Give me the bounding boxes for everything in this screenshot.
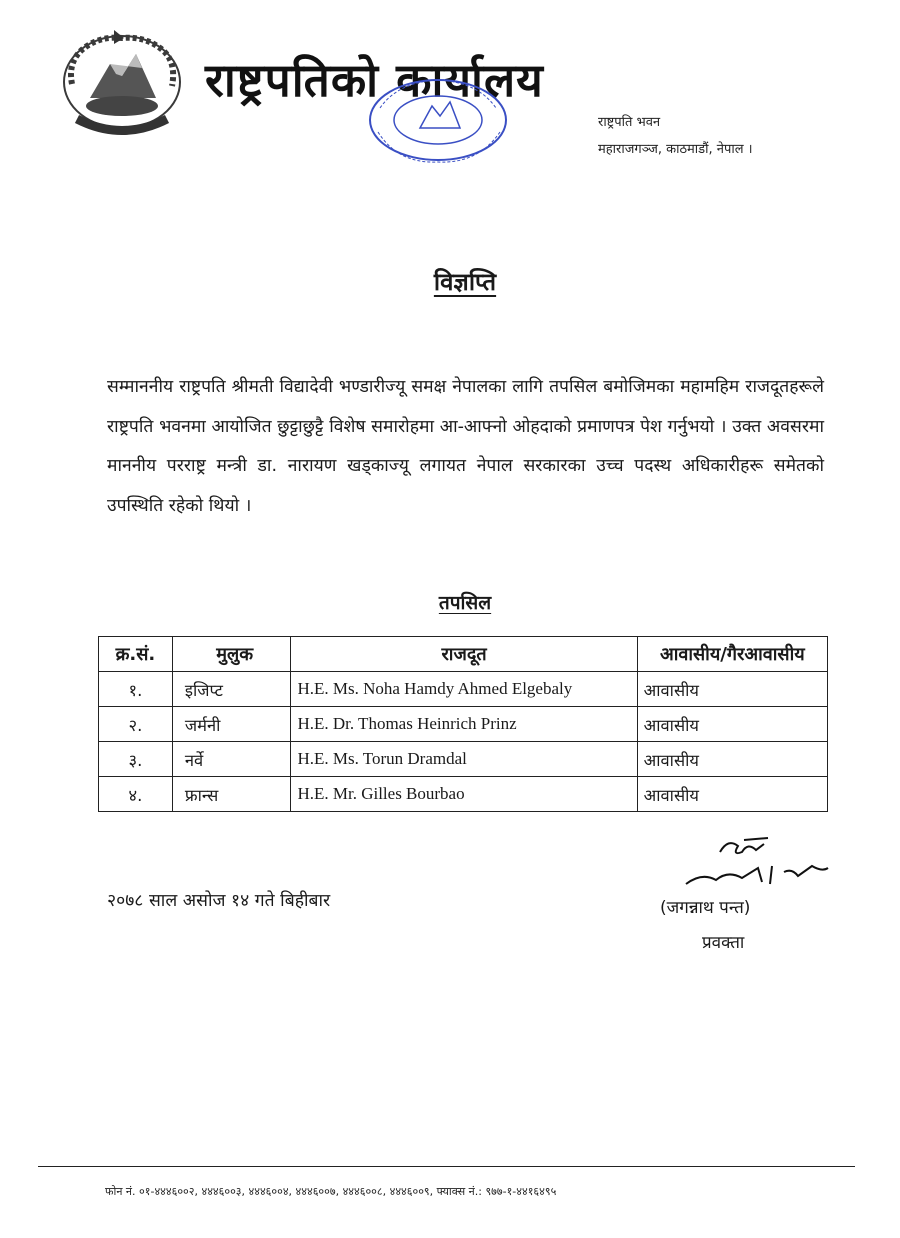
release-date: २०७८ साल असोज १४ गते बिहीबार	[107, 891, 331, 911]
table-row	[99, 707, 828, 742]
row-residency: आवासीय	[637, 777, 827, 812]
row-country: नर्वे	[172, 742, 291, 777]
row-ambassador: H.E. Ms. Noha Hamdy Ahmed Elgebaly	[291, 672, 637, 707]
row-residency: आवासीय	[637, 707, 827, 742]
row-ambassador: H.E. Ms. Torun Dramdal	[291, 742, 637, 777]
table-header-row	[99, 637, 828, 672]
signature-icon	[672, 832, 842, 896]
header-residency: आवासीय/गैरआवासीय	[637, 637, 827, 672]
address-line-2: महाराजगञ्ज, काठमाडौं, नेपाल ।	[598, 142, 753, 157]
row-ambassador: H.E. Dr. Thomas Heinrich Prinz	[291, 707, 637, 742]
row-residency: आवासीय	[637, 672, 827, 707]
row-sn: २.	[99, 707, 173, 742]
table-row	[99, 777, 828, 812]
schedule-title: तपसिल	[438, 592, 492, 614]
row-country: जर्मनी	[172, 707, 291, 742]
footer-divider	[38, 1166, 855, 1167]
address-line-1: राष्ट्रपति भवन	[598, 115, 661, 130]
header-country: मुलुक	[172, 637, 291, 672]
notice-title: विज्ञप्ति	[433, 268, 497, 296]
ambassador-table	[98, 636, 828, 812]
row-sn: ३.	[99, 742, 173, 777]
table-row	[99, 672, 828, 707]
spokesman-name: (जगन्नाथ पन्त)	[660, 898, 751, 918]
row-sn: ४.	[99, 777, 173, 812]
row-country: इजिप्ट	[172, 672, 291, 707]
office-stamp-icon	[358, 72, 518, 172]
notice-body: सम्माननीय राष्ट्रपति श्रीमती विद्यादेवी भण्डारीज्यू समक्ष नेपालका लागि तपसिल बमोजिमका महामहिम राजदूतहरूले राष्ट्रपति भवनमा आयोजित छुट्टाछुट्टै विशेष समारोहमा आ-आफ्नो ओहदाको प्रमाणपत्र पेश गर्नुभयो । उक्त अवसरमा माननीय परराष्ट्र मन्त्री डा. नारायण खड्काज्यू लगायत नेपाल सरकारका उच्च पदस्थ अधिकारीहरू समेतको उपस्थिति रहेको थियो ।	[107, 377, 824, 516]
row-sn: १.	[99, 672, 173, 707]
row-ambassador: H.E. Mr. Gilles Bourbao	[291, 777, 637, 812]
footer-contact: फोन नं. ०१-४४४६००२, ४४४६००३, ४४४६००४, ४४४६००७, ४४४६००८, ४४४६००९, फ्याक्स नं.: ९७७-१-४४१६४९५	[105, 1185, 557, 1198]
row-residency: आवासीय	[637, 742, 827, 777]
header-ambassador: राजदूत	[291, 637, 637, 672]
table-row	[99, 742, 828, 777]
row-country: फ्रान्स	[172, 777, 291, 812]
spokesman-title: प्रवक्ता	[702, 933, 745, 953]
header-sn: क्र.सं.	[99, 637, 173, 672]
nepal-emblem-icon	[52, 24, 192, 144]
office-title: राष्ट्रपतिको कार्यालय	[205, 53, 544, 107]
